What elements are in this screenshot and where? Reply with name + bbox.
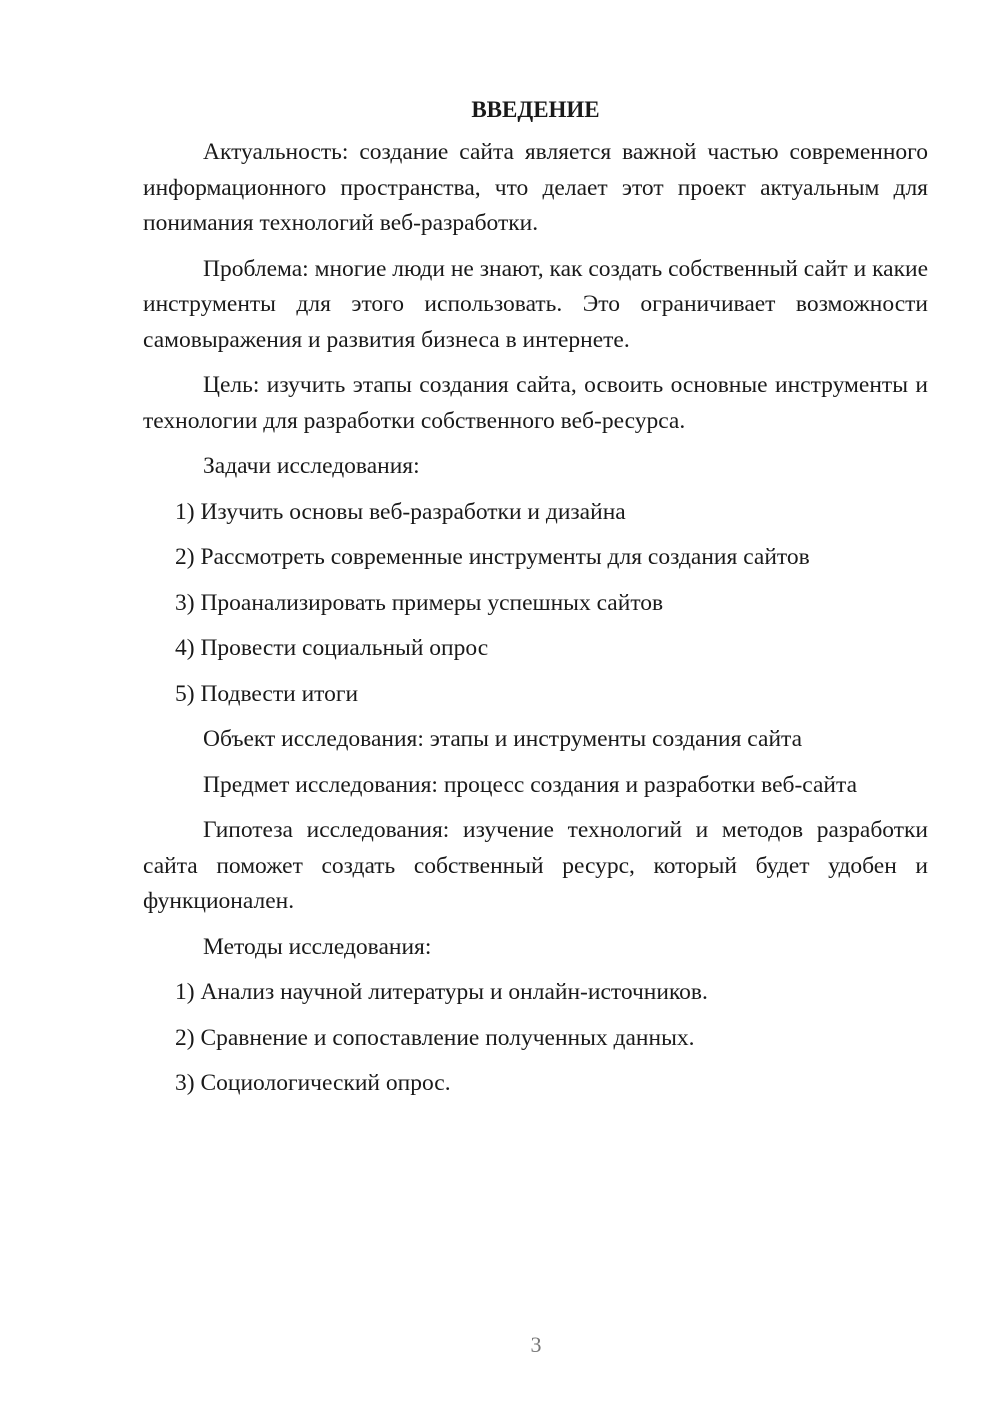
- methods-heading: Методы исследования:: [203, 933, 432, 960]
- subject-line: Предмет исследования: процесс создания и разработки веб-сайта: [203, 771, 857, 798]
- list-item: 2) Рассмотреть современные инструменты для создания сайтов: [175, 544, 810, 570]
- tasks-heading: Задачи исследования:: [203, 453, 420, 479]
- problem-paragraph: Проблема: многие люди не знают, как создать собственный сайт и какие инструменты для этого использовать. Это ограничивает возможности самовыражения и развития бизнеса в интернете.: [143, 255, 928, 353]
- methods-list: [143, 975, 928, 1102]
- list-item: 1) Изучить основы веб-разработки и дизайна: [175, 498, 626, 525]
- document-page: [143, 92, 928, 1112]
- goal-paragraph: Цель: изучить этапы создания сайта, освоить основные инструменты и технологии для разработки собственного веб-ресурса.: [143, 372, 928, 434]
- tasks-list: [143, 495, 928, 713]
- page-number: 3: [530, 1332, 542, 1357]
- list-item: 3) Социологический опрос.: [175, 1070, 451, 1096]
- list-item: 4) Провести социальный опрос: [175, 635, 489, 661]
- section-title: ВВЕДЕНИЕ: [471, 97, 600, 122]
- list-item: 5) Подвести итоги: [175, 680, 359, 707]
- hypothesis-paragraph: Гипотеза исследования: изучение технологий и методов разработки сайта поможет создать собственный ресурс, который будет удобен и функционален.: [143, 817, 928, 914]
- relevance-paragraph: Актуальность: создание сайта является важной частью современного информационного пространства, что делает этот проект актуальным для понимания технологий веб-разработки.: [143, 139, 928, 236]
- list-item: 1) Анализ научной литературы и онлайн-источников.: [175, 979, 708, 1005]
- object-line: Объект исследования: этапы и инструменты создания сайта: [203, 726, 803, 752]
- list-item: 3) Проанализировать примеры успешных сайтов: [175, 589, 664, 616]
- list-item: 2) Сравнение и сопоставление полученных данных.: [175, 1024, 695, 1051]
